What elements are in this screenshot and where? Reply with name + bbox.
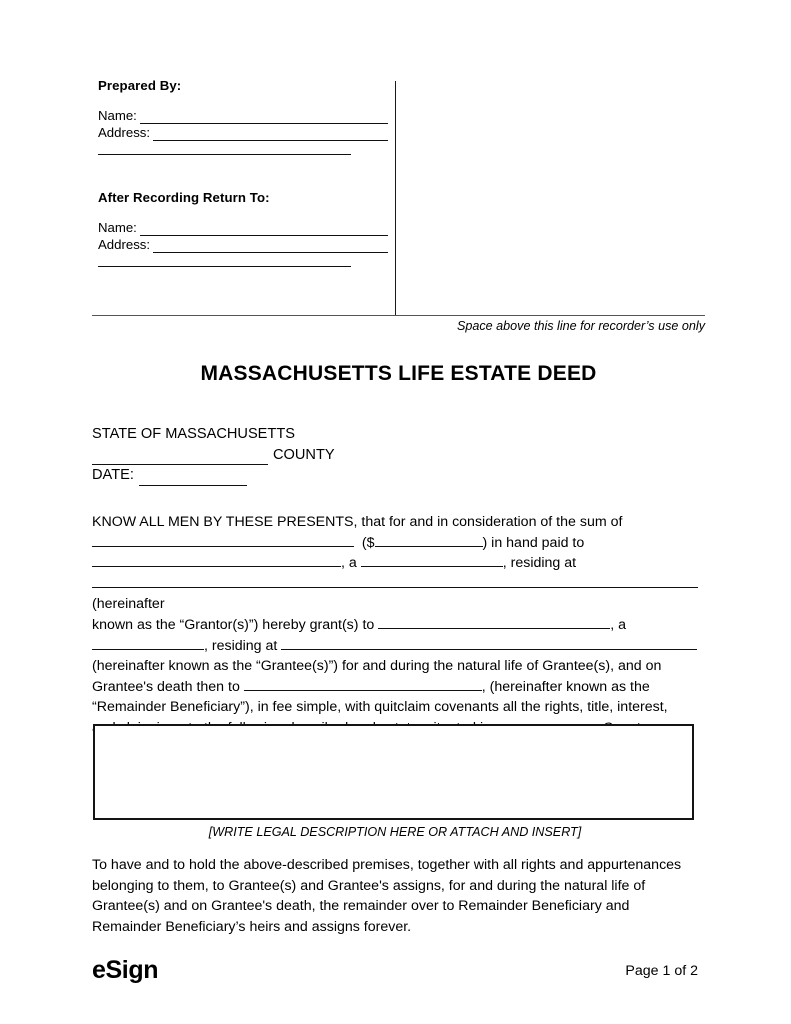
page-title: MASSACHUSETTS LIFE ESTATE DEED [200, 362, 597, 385]
body-line-5 [92, 615, 698, 636]
remainder-beneficiary-blank[interactable] [244, 677, 482, 691]
closing-line-1: To have and to hold the above-described premises, together with all rights and appurtenances [92, 857, 682, 873]
county-label: COUNTY [273, 446, 335, 463]
state-line [92, 424, 592, 445]
recorder-header-rule [92, 315, 705, 316]
return-to-address-row [98, 236, 388, 253]
spacer [98, 206, 388, 219]
body-line-8-tail: , (hereinafter known as the [481, 678, 650, 695]
body-line-6 [92, 636, 698, 657]
spacer [98, 155, 388, 190]
body-line-1: KNOW ALL MEN BY THESE PRESENTS, that for and in consideration of the sum of [92, 514, 623, 530]
state-county-date-block [92, 424, 592, 486]
prepared-by-name-row [98, 107, 388, 124]
grantee-name-blank[interactable] [378, 615, 610, 629]
body-line-3-mid: , a [341, 555, 357, 572]
body-line-5-lead: known as the “Grantor(s)”) hereby grant(s) to [92, 616, 375, 633]
closing-line-3: Grantee(s) and on Grantee's death, the remainder over to Remainder Beneficiary and [92, 898, 630, 915]
body-line-8 [92, 677, 698, 698]
return-to-heading: After Recording Return To: [98, 190, 270, 205]
consideration-amount-blank[interactable] [375, 533, 483, 547]
grantor-name-blank[interactable] [92, 553, 341, 567]
closing-line-4: Remainder Beneficiary’s heirs and assigns forever. [92, 918, 412, 935]
body-line-3-tail: , residing at [502, 555, 577, 572]
return-to-name-label: Name: [98, 220, 137, 235]
return-to-address-label: Address: [98, 237, 151, 252]
prepared-by-name-label: Name: [98, 108, 137, 123]
state-label: STATE OF MASSACHUSETTS [92, 426, 295, 442]
prepared-by-heading: Prepared By: [98, 78, 182, 93]
habendum-paragraph [92, 855, 698, 937]
legal-description-box[interactable] [93, 724, 694, 820]
body-line-2 [92, 533, 698, 554]
recorder-vertical-divider [395, 81, 396, 315]
recorder-use-note: Space above this line for recorder’s use only [456, 319, 705, 333]
prepared-by-address-blank[interactable] [153, 127, 388, 141]
return-to-name-blank[interactable] [140, 222, 388, 236]
return-to-address-blank-2[interactable] [98, 265, 351, 267]
consideration-words-blank[interactable] [92, 533, 354, 547]
prepared-by-address-label: Address: [98, 125, 151, 140]
legal-description-caption: [WRITE LEGAL DESCRIPTION HERE OR ATTACH AND INSERT] [208, 825, 582, 839]
body-line-7: (hereinafter known as the “Grantee(s)”) for and during the natural life of Grantee(s), and on [92, 658, 662, 675]
page-indicator: Page 1 of 2 [625, 963, 698, 979]
return-to-address-blank[interactable] [153, 239, 388, 253]
body-line-5-tail: , a [610, 616, 627, 633]
body-line-4-tail: (hereinafter [92, 596, 165, 613]
body-line-8-lead: Grantee's death then to [92, 678, 240, 695]
prepared-by-name-blank[interactable] [140, 110, 388, 124]
spacer [98, 94, 388, 107]
granting-clause-paragraph [92, 512, 698, 759]
esign-logo: eSign [92, 956, 159, 984]
closing-line-2: belonging to them, to Grantee(s) and Grantee's assigns, for and during the natural life of [92, 877, 646, 894]
prepared-by-section [98, 78, 388, 267]
grantee-address-blank[interactable] [281, 636, 697, 650]
county-line [92, 445, 592, 466]
body-line-4 [92, 574, 698, 615]
grantor-entity-blank[interactable] [361, 553, 503, 567]
return-to-name-row [98, 219, 388, 236]
grantor-address-blank[interactable] [92, 574, 698, 588]
grantee-entity-blank[interactable] [92, 636, 204, 650]
date-blank[interactable] [139, 471, 247, 486]
dollar-open: ($ [361, 534, 375, 551]
date-label: DATE: [92, 467, 134, 483]
body-line-9: “Remainder Beneficiary”), in fee simple, with quitclaim covenants all the rights, title, interest, [92, 699, 668, 716]
body-line-2-tail: ) in hand paid to [482, 534, 585, 551]
county-blank[interactable] [92, 450, 268, 465]
recorder-header-block [92, 78, 705, 316]
body-line-6-tail: , residing at [204, 637, 278, 654]
body-line-3 [92, 553, 698, 574]
date-line [92, 465, 592, 486]
prepared-by-address-row [98, 124, 388, 141]
